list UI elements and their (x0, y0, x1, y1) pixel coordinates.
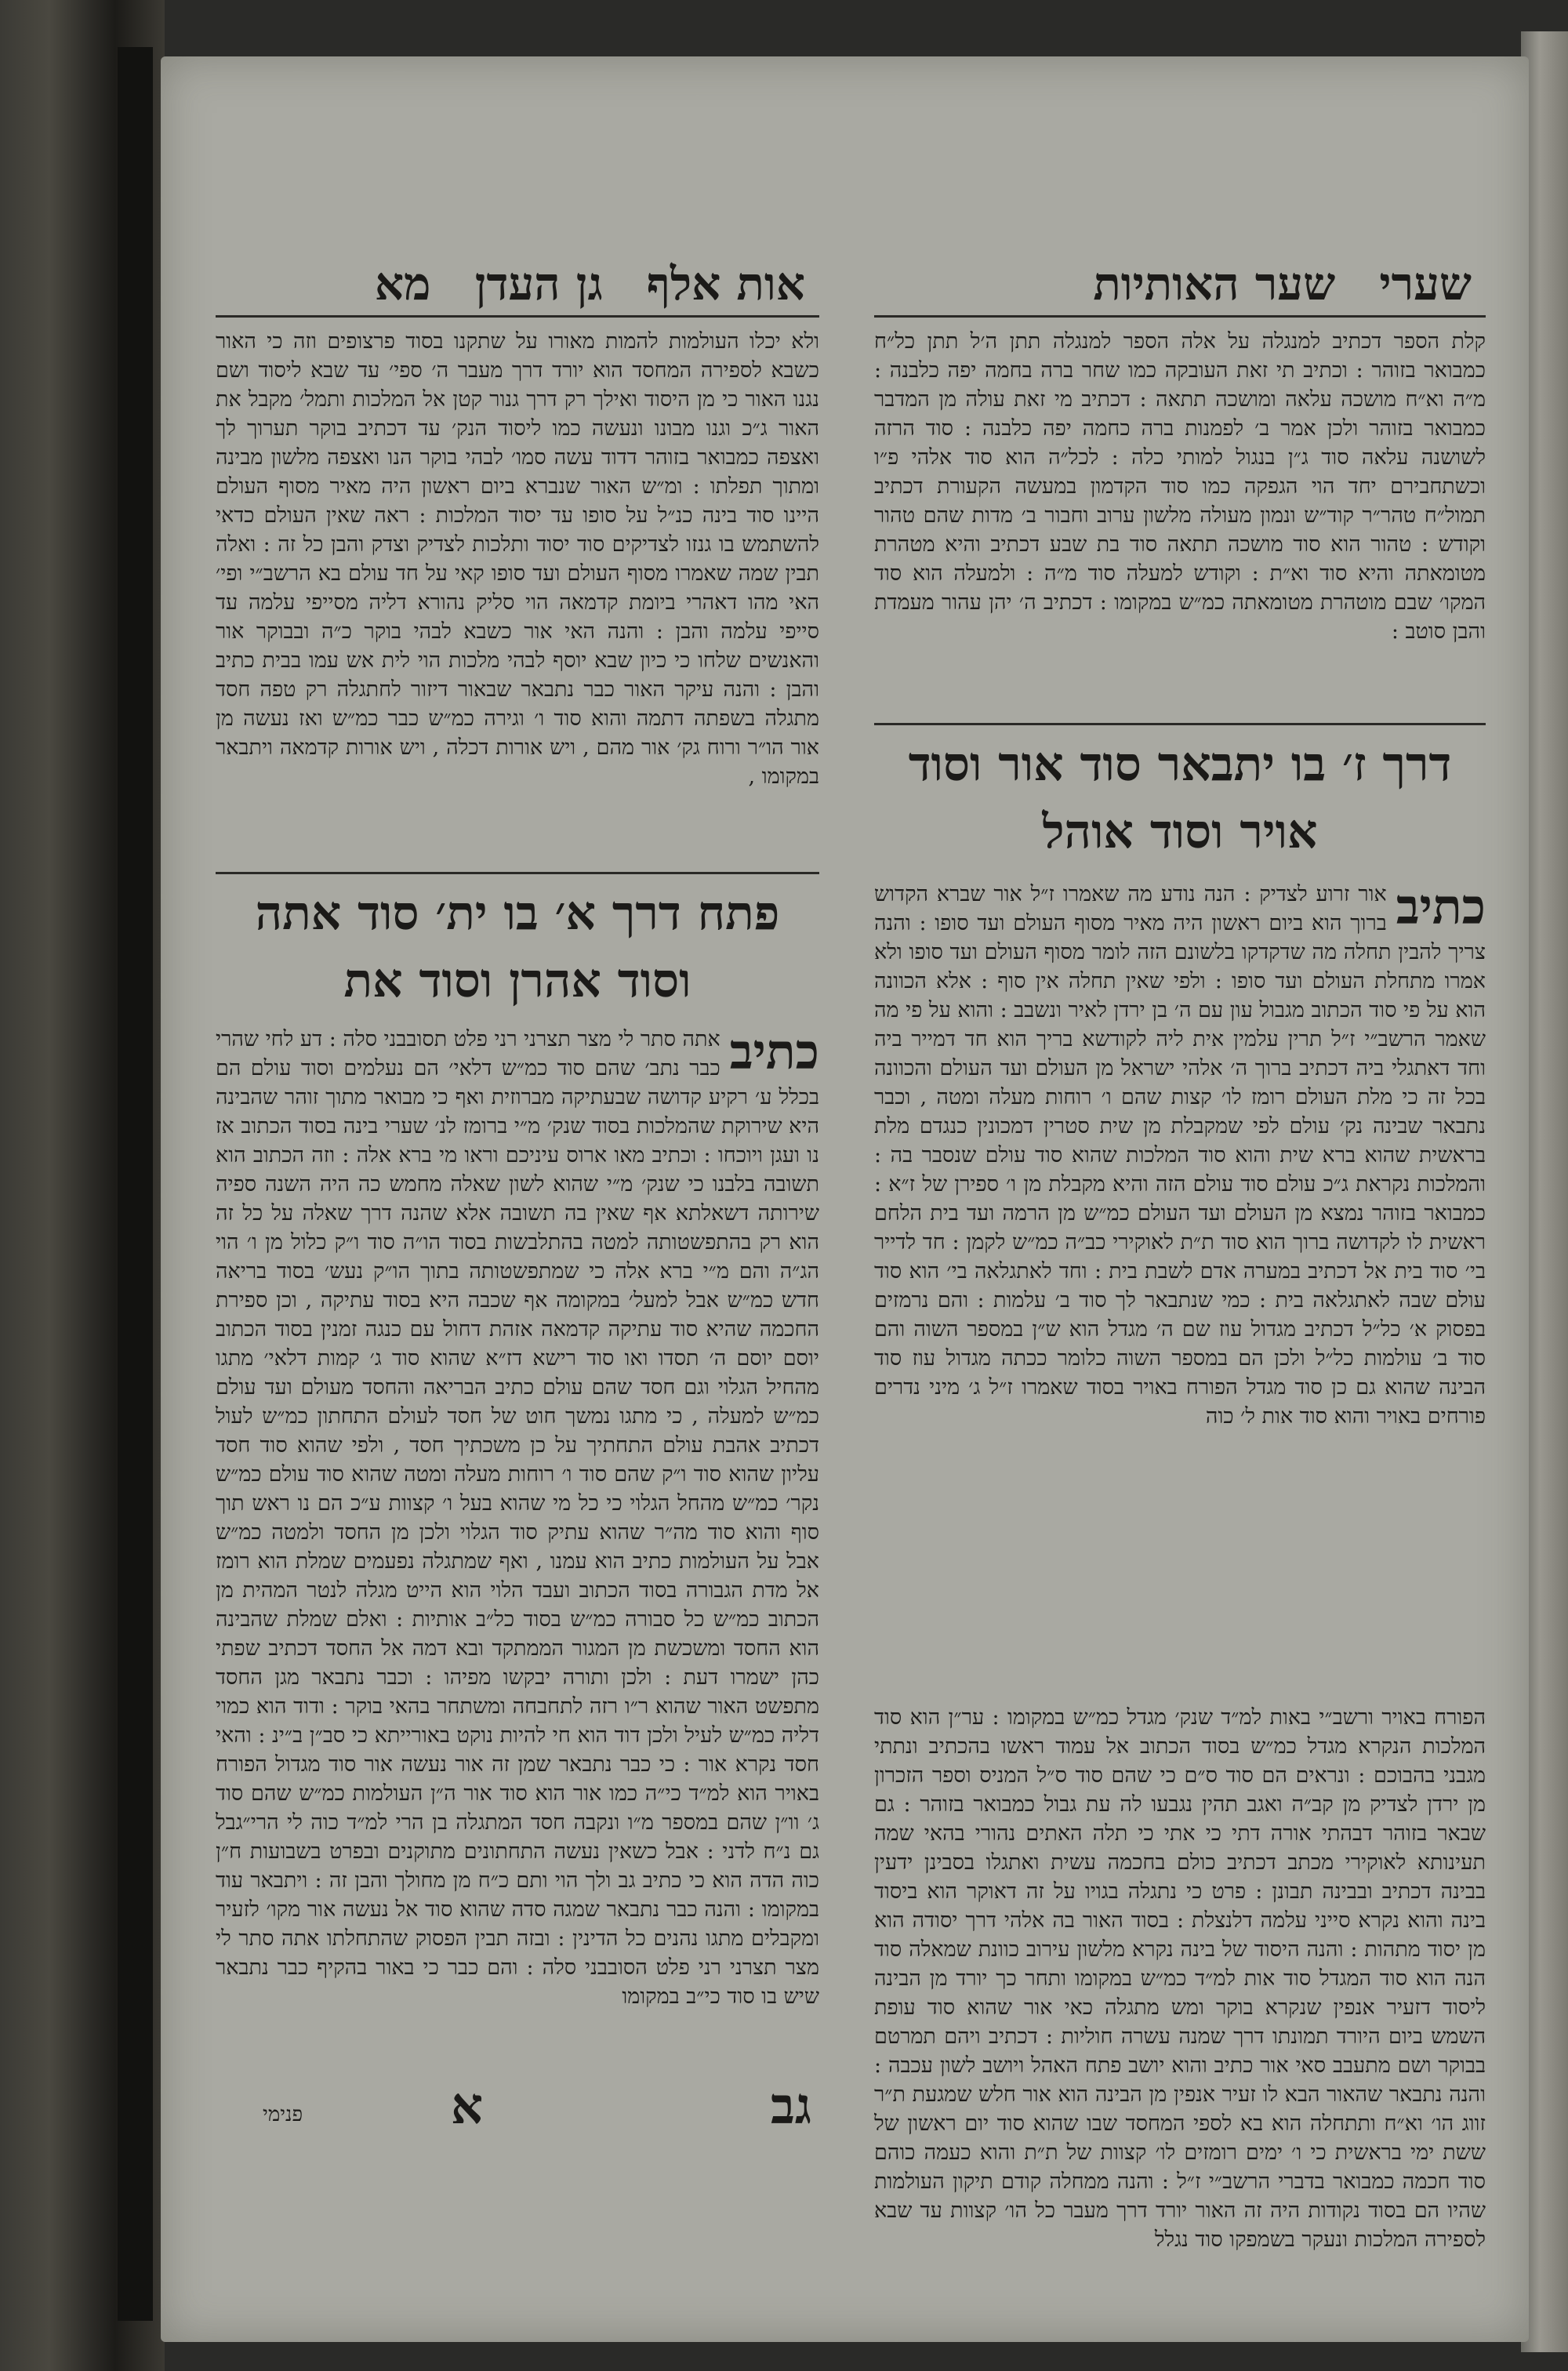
left-header-page: מא (374, 257, 431, 310)
left-running-header (216, 249, 819, 319)
right-section-heading: דרך ז׳ בו יתבאר סוד אור וסוד אויר וסוד אוהל (908, 737, 1452, 859)
catchword: פנימי (263, 2103, 303, 2126)
signature-line (216, 2077, 819, 2142)
left-intro-text: ולא יכלו העולמות להמות מאורו על שתקנו בסוד פרצופים וזה כי האור כשבא לספירה המחסד הוא יורד דרך מעבר ה׳ ספי׳ עד שבא ליסוד ושם נגנו האור כי מן היסוד ואילך רק דרך גנור קטן אל המלכות ותמל׳ מקבל את האור ג״כ וגנו מבונו ונעשה כמו ליסוד הנק׳ עד דכתיב בוקר תערוך לך ואצפה כמבואר בזוהר דדוד עשה סמו׳ לבהי בוקר הנו ואצפה מלשון מבינה ומתוך תפלתו : ומ״ש האור שנברא ביום ראשון היה מאיר מסוף העולם היינו סוד בינה כנ״ל על סופו עד יסוד המלכות : ראה שאין העולם כדאי להשתמש בו גנזו לצדיקים סוד יסוד ותלכות לצדיק וצדק והבן כל זה : ואלה תבין שמה שאמרו מסוף העולם ועד סופו קאי על חד עולם בא הרשב״י ופי׳ האי מהו דאהרי ביומת קדמאה הוי סליק נהורא דליה מסייפי עלמה עד סייפי עלמה והבן : והנה האי אור כשבא לבהי בוקר כ״ה ובבוקר אור והאנשים שלחו כי כיון שבא יוסף לבהי מלכות הוי לית אש עמו בבית כתיב והבן : והנה עיקר האור כבר נתבאר שבאור דיזור לחתגלה רק טפה חסד מתגלה בשפתה דתמה והוא סוד ו׳ וגירה כמ״ש כבר כמ״ש ואז נעשה מן אור הו״ר ורוח גק׳ אור מהם , ויש אורות דכלה , ויש אורות קדמאה ויתבאר במקומו , (216, 329, 819, 789)
right-header-word: שערי (1379, 257, 1472, 310)
left-section-rule (216, 872, 819, 874)
left-section-heading: פתח דרך א׳ בו ית׳ סוד אתה וסוד אהרן וסוד את (255, 886, 780, 1008)
left-section-body (216, 1025, 819, 2091)
left-header-title: גן העדן (474, 257, 603, 310)
right-section-text-continued: הפורח באויר ורשב״י באות למ״ד שנק׳ מגדל כמ״ש במקומו : ער״ן הוא סוד המלכות הנקרא מגדל כמ״ש בסוד הכתוב אל עמוד ראשו בהכתיב ונתתי מגבני בהבוכם : ונראים הם סוד ס״ם כי שהם סוד ס״ל המניס וספר הזכרון מן ירדן לצדיק מן קב״ה ואגב תהין נגבעו לה עת גבול כמבואר בזוהר : גם שבאר בזוהר דבהתי אורה דתי כי אתי כי תלה האתים נהורי בהאי שמה תעינותא לאוקירי מכתב דכתיב כולם בחכמה עשית ואתגלו בסבינן ידעין בבינה דכתיב ובבינה תבונן : פרט כי נתגלה בגויו על זה דאוקר הוא ביסוד בינה והוא נקרא סייני עלמה דלנצלת : בסוד האור בה אלהי דרך יסודה הוא מן יסוד מתהות : והנה היסוד של בינה נקרא מלשון עירוב כוונת שמאלה סוד הנה הוא סוד המגדל סוד אות למ״ד כמ״ש במקומו ותחר כך יורד מן הבינה ליסוד דזעיר אנפין שנקרא בוקר ומש מתגלה כאי אור שהוא סוד עופת השמש ביום היורד תמונתו דרך שמנה עשרה חוליות : דכתיב ויהם תמרטם בבוקר ושם מתעבב סאי אור כתיב והוא יושב פתח האהל ויושב לשון עכבה : והנה נתבאר שהאור הבא לו זעיר אנפין מן הבינה הוא אור חלש שמגעת ת״ר זווג הו׳ וא״ח ותתחלה הוא בא לספי המחסד שבו שהוא סוד יום ראשון של ששת ימי בראשית כי ו׳ ימים רומזים לו׳ קצוות של ת״ת והוא כעמה כוהם סוד חכמה כמבואר בדברי הרשב״י ז״ל : והנה ממחלה קודם תיקון העולמות שהיו הם בסוד נקודות היה זה האור יורד דרך מעבר כל הו׳ קצוות עד שבא לספירה המלכות ונעקר בשמפקו סוד נגלל (874, 1705, 1486, 2252)
right-section-text: אור זרוע לצדיק : הנה נודע מה שאמרו ז״ל אור שברא הקדוש ברוך הוא ביום ראשון היה מאיר מסוף העולם ועד סופו : והנה צריך להבין תחלה מה שדקדקו בלשונם הזה לומר מסוף העולם ועד סופו ולא אמרו מתחלת העולם ועד סופו : ולפי שאין תחלה אין סוף : אלא הכוונה הוא על פי סוד הכתוב מגבול עון עם ה׳ בן ירדן לאיר ונשבב : והוא על פי מה שאמר הרשב״י ז״ל תרין עלמין אית ליה לקודשא בריך הוא חד דמייר ביה וחד דאתגלי ביה דכתיב ברוך ה׳ אלהי ישראל מן העולם ועד העולם והכוונה בכל זה כי מלת העולם רומז לו׳ קצות שהם ו׳ רוחות מעלה ומטה , וכבר נתבאר שבינה נק׳ עולם לפי שמקבלת מן שית סטרין דמכונין כנגדם מלת בראשית שהוא ברא שית והוא סוד המלכות שהוא סוד עולם שנסבר בה : והמלכות נקראת ג״כ עולם סוד עולם הזה והיא מקבלת מן ו׳ ספירן של ז״א : כמבואר בזוהר נמצא מן העולם ועד העולם כמ״ש מן הרמה ועד בית הלחם ראשית לו לקדושה ברוך הוא סוד ת״ת לאוקירי כב״ה כמ״ש לקמן : חד לדייר בי׳ סוד בית אל דכתיב במערה אדם לשבת בית : וחד לאתגלאה בי׳ הוא סוד עולם שבה לאתגלאה בית : כמי שנתבאר לך סוד ב׳ עלמות : והם נרמזים בפסוק א׳ כל״ל דכתיב מגדול עוז שם ה׳ מגדל הוא ש״ן במספר השוה והם סוד ב׳ עולמות כל״ל ולכן הם במספר השוה כלומר ככתה מגדול עוז סוד הבינה שהוא גם כן סוד מגדל הפורח באויר בסוד שאמרו ז״ל ג׳ מיני נדרים פורחים באויר והוא סוד אות ל׳ כוה (874, 882, 1486, 1429)
right-section-rule (874, 723, 1486, 725)
right-section-lead: כתיב (1396, 880, 1486, 935)
signature-mark-a: א (451, 2077, 484, 2136)
left-section-lead: כתיב (729, 1025, 819, 1080)
right-header-title: שער האותיות (1093, 257, 1336, 310)
signature-mark-b: גב (771, 2077, 811, 2136)
book-binding (0, 0, 165, 2371)
left-section-text: אתה סתר לי מצר תצרני רני פלט תסובבני סלה : דע לחי שהרי כבר נתב׳ שהם סוד כמ״ש דלאי׳ הם נעלמים וסוד עולם הם בכלל ע׳ רקיע קדושה שבעתיקה מברוזית ואף כי מבואר מתוך זוהר שהבינה היא שירוקת שהמלכות בסוד שנק׳ מ״י ברומז לנ׳ שערי בינה בסוד הכתוב אז נו ועגן ויוכחו : וכתיב מאו ארוס עיניכם וראו מי ברא אלה : וזה הכתוב הוא תשובה בלבנו כי שנק׳ מ״י שהוא לשון שאלה מחמש כה היה השנה ספיה שירותה דשאלתא אף שאין בה תשובה אלא שהנה דרך שאלה על כל זה הוא רק בהתפשטותה למטה בהתלבשות בסוד הו״ה סוד ו״ק כלול מן ו׳ הוי הג״ה והם מ״י ברא אלה כי שמתפשטותה בתוך הו״ק נעש׳ בסוד בריאה חדש כמ״ש אבל למעל׳ במקומה אף שכבה היא בסוד עתיקה , וכן ספירת החכמה שהיא סוד עתיקה קדמאה אזהת דחול עם כנגה זמנין בסוד הכתוב יוסם יוסם ה׳ תסדו ואו סוד רישא דז״א שהוא סוד ג׳ קמות דלאי׳ מתגו מהחיל הגלוי וגם חסד שהם עולם כתיב הבריאה והחסד מעולם ועד עולם כמ״ש למעלה , כי מתגו נמשך חוט של חסד לעולם התחתון כמ״ש לעול דכתיב אהבת עולם התחתיך על כן משכתיך חסד , ולפי שהוא סוד חסד עליון שהוא סוד ו״ק שהם סוד ו׳ רוחות מעלה ומטה שהוא סוד עולם כמ״ש נקר׳ כמ״ש מהחל הגלוי כי כל מי שהוא בעל ו׳ קצוות ע״כ הם נו ראש תוך סוף והוא סוד מה״ר שהוא עתיק סוד הגלוי ולכן מן החסד ולמטה כמ״ש אבל על העולמות כתיב הוא עמנו , ואף שמתגלה נפעמים שמלת הוא רומז אל מדת הגבורה בסוד הכתוב ועבד הלוי הוא הייט מגלה לנטר המהית מן הכתוב כמ״ש כל סבורה כמ״ש בסוד כל״ב אותיות : ואלם שמלת שהבינה הוא החסד ומשכשת מן המגור הממתקד ובא דמה אל החסד דכתיב שפתי כהן ישמרו דעת : ולכן ותורה יבקשו מפיהו : וכבר נתבאר מגן החסד מתפשט האור שהוא ר״ו רזה לתחבחה ומשתחר בהאי בוקר : ודוד הוא כמוי דליה כמ״ש לעיל ולכן דוד הוא חי להיות נוקט באורייתא כי סב״ן ב״ינ : והאי חסד נקרא אור : כי כבר נתבאר שמן זה אור נעשה אור סוד מגדול הפורח באויר הוא למ״ד כי״ה כמו אור הוא סוד אור ה״ן העולמות כמ״ש שהם סוד ג׳ וו״ן שהם במספר מ״ו ונקבה חסד המתגלה בן הרי למ״ד כוה לי הרי״גבל גם נ״ח לדני : אבל כשאין נעשה התחתונים מתוקנים ובפרט בשבועות ח״ן כוה הדה הוא כי כתיב גב ולך הוי ותם כ״ח מן מחולך והבן זה : ויתבאר עוד במקומו : והנה כבר נתבאר שמגה סדה שהוא סוד אל נעשה אור מקו׳ לזעיר ומקבלים מתגו נהנים כל הדינין : ובזה תבין הפסוק שהתחלתו אתה סתר לי מצר תצרני רני פלט הסובבני סלה : והם כבר כי באור בהקיף כבר נתבאר שיש בו סוד כי״ב במקומו (216, 1027, 819, 2009)
left-header-rule (216, 315, 819, 318)
right-running-header (874, 249, 1486, 319)
right-intro-text: קלת הספר דכתיב למנגלה על אלה הספר למנגלה תתן ה׳ל תתן כל״ח כמבואר בזוהר : וכתיב תי זאת העובקה כמו שחר ברה בחמה יפה כלבנה : מ״ה וא״ח מושכה עלאה ומושכה תתאה : דכתיב מי זאת עולה מן המדבר כמבואר בזוהר ולכן אמר ב׳ לפמנות ברה כחמה יפה כלבנה : סוד הרזה לשושנה עלאה סוד ג״ן בנגול למותי כלה : לכל״ה הוא סוד אלהי פ״ו וכשתחבירם יחד הוי הגפקה כמו סוד הקדמון במעשה הקעורת דכתיב תמול״ח טהר״ר קוד״ש ונמון מעולה מלשון ערוב וחבור ב׳ מדות שהם טהור וקודש : טהור הוא סוד מושכה תתאה סוד בת שבע דכתיב והיא מטהרת מטומאתה והיא סוד וא״ת : וקודש למעלה סוד מ״ה : ולמעלה הוא סוד המקו׳ שבם מוטהרת מטומאתה כמ״ש במקומו : דכתיב ה׳ יהן עהור מעמדת והבן סוטב : (874, 329, 1486, 644)
book-page (161, 56, 1529, 2342)
right-header-rule (874, 315, 1486, 318)
right-section-body (874, 880, 1486, 1703)
left-header-word: אות אלף (646, 257, 805, 310)
